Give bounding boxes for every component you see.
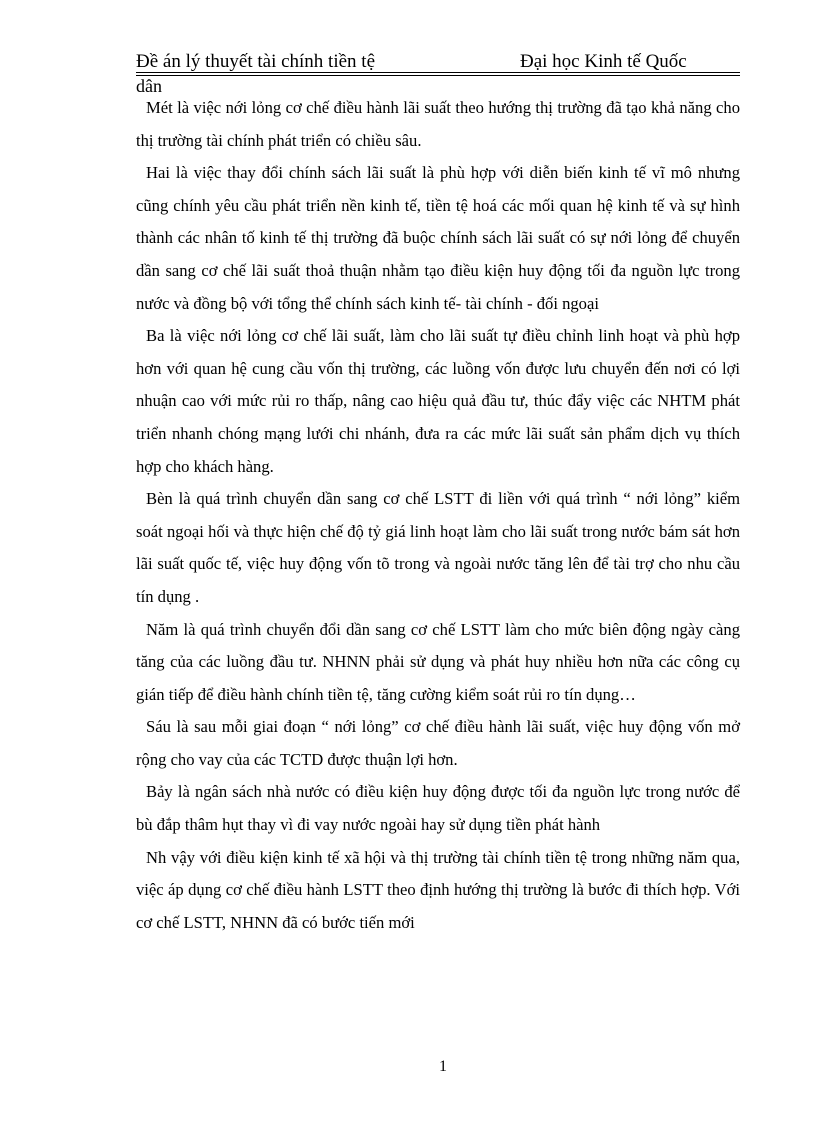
paragraph-8: Nh vậy với điều kiện kinh tế xã hội và thị trường tài chính tiền tệ trong những năm qua, việc áp dụng cơ chế điều hành LSTT theo định hướng thị trường là bước đi thích hợp. Với cơ chế LSTT, NHNN đã có bước tiến mới [136,847,740,932]
document-body [136,92,740,939]
paragraph-2: Hai là việc thay đổi chính sách lãi suất là phù hợp với diễn biến kinh tế vĩ mô nhưng cũng chính yêu cầu phát triển nền kinh tế, tiền tệ hoá các mối quan hệ kinh tế và sự hình thành các nhân tố kinh tế thị trường đã buộc chính sách lãi suất có sự nới lỏng để chuyển dần sang cơ chế lãi suất thoả thuận nhằm tạo điều kiện huy động tối đa nguồn lực trong nước và đồng bộ với tổng thể chính sách kinh tế- tài chính - đối ngoại [136,163,740,313]
header-line [136,50,740,74]
paragraph-5: Năm là quá trình chuyển đổi dần sang cơ chế LSTT làm cho mức biên động ngày càng tăng của các luồng đầu tư. NHNN phải sử dụng và phát huy nhiều hơn nữa các công cụ gián tiếp để điều hành chính tiền tệ, tăng cường kiểm soát rủi ro tín dụng… [136,619,740,704]
paragraph-4: Bèn là quá trình chuyển dần sang cơ chế LSTT đi liền với quá trình “ nới lỏng” kiểm soát ngoại hối và thực hiện chế độ tỷ giá linh hoạt làm cho lãi suất trong nước bám sát hơn lãi suất quốc tế, việc huy động vốn tõ trong và ngoài nước tăng lên để tài trợ cho nhu cầu tín dụng . [136,489,740,606]
paragraph-1: Mét là việc nới lỏng cơ chế điều hành lãi suất theo hướng thị trường đã tạo khả năng cho thị trường tài chính phát triển có chiều sâu. [136,98,740,150]
paragraph-7: Bảy là ngân sách nhà nước có điều kiện huy động được tối đa nguồn lực trong nước để bù đắp thâm hụt thay vì đi vay nước ngoài hay sử dụng tiền phát hành [136,782,740,835]
page-number: 1 [439,1058,447,1075]
header-title-right: Đại học Kinh tế Quốc [520,51,687,72]
header-rule [136,72,740,76]
paragraph-6: Sáu là sau mỗi giai đoạn “ nới lỏng” cơ chế điều hành lãi suất, việc huy động vốn mở rộng cho vay của các TCTD được thuận lợi hơn. [136,717,740,769]
header-title-continuation: dân [136,76,162,96]
paragraph-3: Ba là việc nới lỏng cơ chế lãi suất, làm cho lãi suất tự điều chỉnh linh hoạt và phù hợp hơn với quan hệ cung cầu vốn thị trường, các luồng vốn được lưu chuyển đến nơi có lợi nhuận cao với mức rủi ro thấp, nâng cao hiệu quả đầu tư, thúc đẩy việc các NHTM phát triển nhanh chóng mạng lưới chi nhánh, đưa ra các mức lãi suất sản phẩm dịch vụ thích hợp cho khách hàng. [136,326,740,476]
header-title-left: Đề án lý thuyết tài chính tiền tệ [136,51,376,72]
page-header [136,50,740,96]
